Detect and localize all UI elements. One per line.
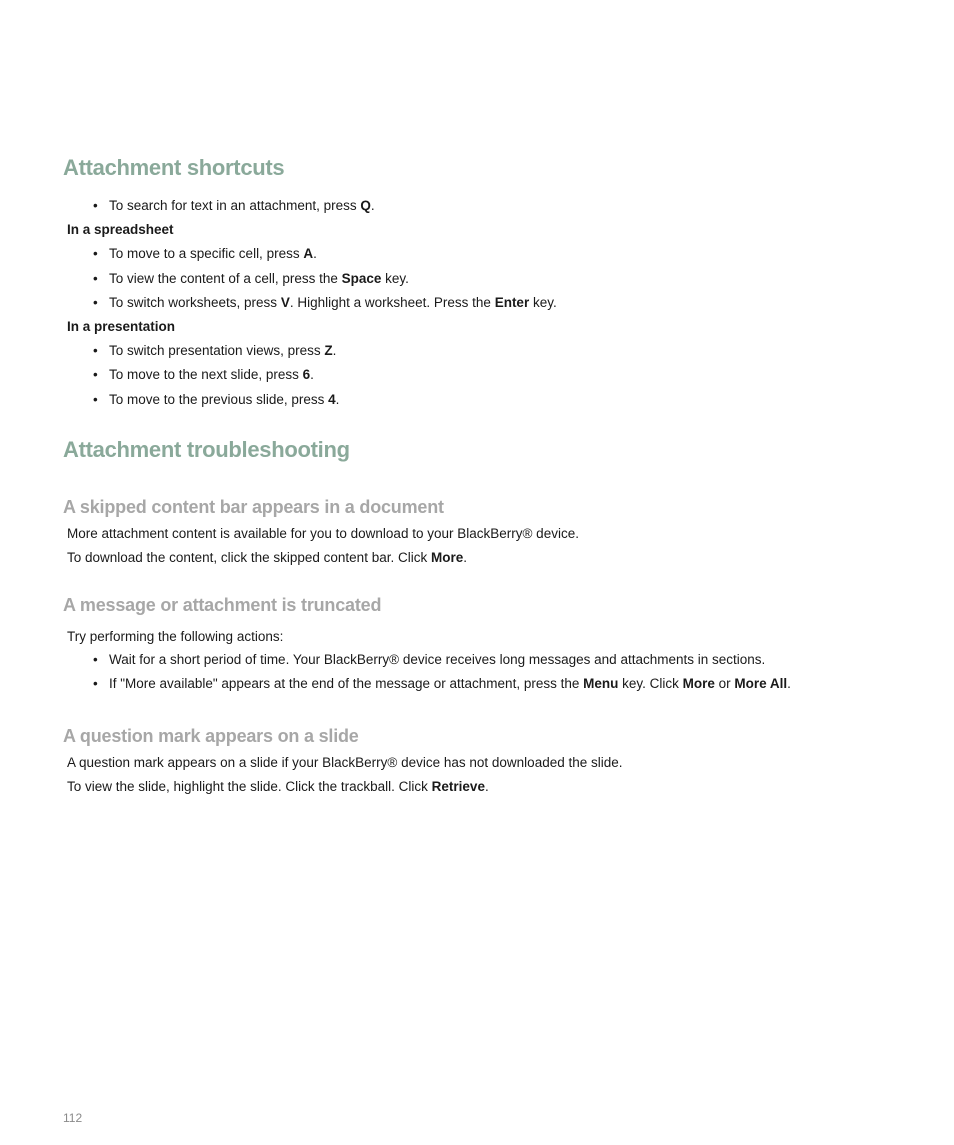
page-number: 112: [63, 1111, 83, 1125]
subheading-presentation: In a presentation: [67, 319, 176, 334]
text: .: [313, 246, 317, 261]
key-label: A: [303, 246, 314, 261]
text: .: [332, 343, 337, 358]
key-label: Menu: [583, 676, 619, 691]
key-label: More: [682, 676, 715, 691]
key-label: V: [280, 295, 290, 310]
text: To view the content of a cell, press the: [109, 271, 342, 286]
text: To move to the previous slide, press: [109, 392, 329, 407]
key-label: More All: [734, 676, 788, 691]
key-label: Space: [341, 271, 382, 286]
text: To download the content, click the skipped content bar. Click: [67, 550, 431, 565]
heading-question-mark: A question mark appears on a slide: [63, 726, 359, 746]
key-label: Enter: [494, 295, 530, 310]
paragraph: [67, 778, 489, 796]
list-item-switch-worksheets: [109, 294, 557, 312]
text: .: [335, 392, 340, 407]
paragraph: Try performing the following actions:: [67, 629, 284, 644]
list-item-more-available: [109, 675, 791, 693]
list-item-view-cell: [109, 270, 409, 288]
key-label: Retrieve: [431, 779, 485, 794]
text: .: [463, 550, 467, 565]
text: To switch presentation views, press: [109, 343, 325, 358]
paragraph: A question mark appears on a slide if your BlackBerry® device has not downloaded the slide.: [67, 755, 623, 770]
list-item-wait: • Wait for a short period of time. Your BlackBerry® device receives long messages and attachments in sections.: [109, 651, 765, 669]
key-label: More: [430, 550, 464, 565]
list-item-next-slide: [109, 366, 314, 384]
text: key.: [381, 271, 409, 286]
text: key. Click: [618, 676, 683, 691]
list-item-switch-views: [109, 342, 336, 360]
heading-attachment-troubleshooting: Attachment troubleshooting: [63, 437, 350, 462]
paragraph: [67, 549, 467, 567]
text: If "More available" appears at the end of the message or attachment, press the: [109, 676, 584, 691]
heading-skipped-content: A skipped content bar appears in a document: [63, 497, 444, 517]
text: .: [787, 676, 791, 691]
list-item-previous-slide: [109, 391, 339, 409]
key-label: Z: [324, 343, 333, 358]
text: . Highlight a worksheet. Press the: [289, 295, 495, 310]
heading-attachment-shortcuts: Attachment shortcuts: [63, 155, 285, 180]
text: .: [484, 779, 489, 794]
text: or: [714, 676, 735, 691]
text: To view the slide, highlight the slide. Click the trackball. Click: [67, 779, 432, 794]
key-label: Q: [360, 198, 371, 213]
text: key.: [529, 295, 557, 310]
key-label: 4: [328, 392, 336, 407]
text: To move to a specific cell, press: [109, 246, 304, 261]
text: .: [310, 367, 314, 382]
text: To switch worksheets, press: [109, 295, 281, 310]
key-label: 6: [302, 367, 311, 382]
subheading-spreadsheet: In a spreadsheet: [67, 222, 174, 237]
heading-truncated: A message or attachment is truncated: [63, 595, 382, 615]
text: .: [370, 198, 375, 213]
text: To move to the next slide, press: [109, 367, 303, 382]
text: To search for text in an attachment, press: [109, 198, 361, 213]
paragraph: More attachment content is available for you to download to your BlackBerry® device.: [67, 526, 579, 541]
list-item-move-cell: [109, 245, 317, 263]
list-item-search: [109, 197, 375, 215]
